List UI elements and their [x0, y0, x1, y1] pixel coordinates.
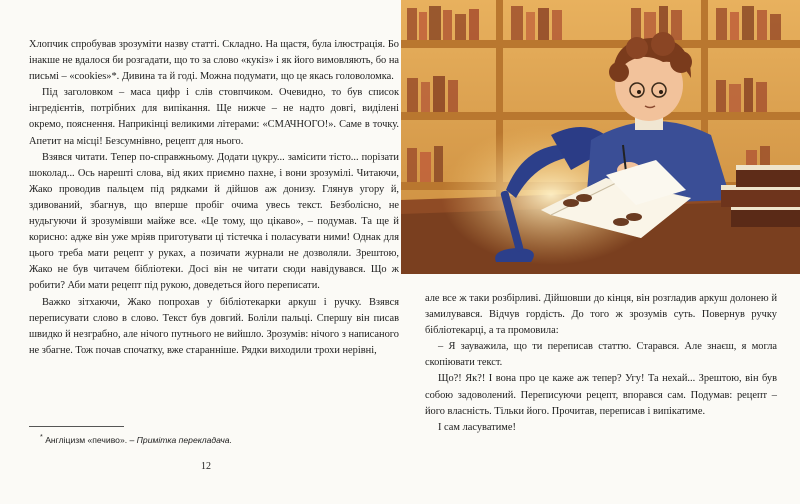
paragraph: І сам ласуватиме!: [438, 421, 516, 433]
paragraph: але все ж таки розбірливі. Дійшовши до кінця, він розгладив аркуш долонею й замилувався. Відчув гордість. До того ж зрозумів суть. Повернув ручку бібліотекарці, а та промовила:: [425, 293, 777, 337]
paragraph: Що?! Як?! І вона про це каже аж тепер? Угу! Та нехай... Зрештою, він був собою задоволений. Переписуючи рецепт, впорався сам. Подумав: рецепт – його власність. Тільки його. Прочитав, переписав і випікатиме.: [425, 373, 777, 417]
paragraph: Взявся читати. Тепер по-справжньому. Додати цукру... замісити тісто... порізати шоколад... Ось нарешті слова, від яких приємно пахне, і вони зрозумілі. Читаючи, Жако проводив пальцем під рядками й дійшов аж донизу. Глянув угору й, здивований, збагнув, що вперше пробіг очима увесь текст. Безболісно, не нудьгуючи й зрозумівши майже все. «Це тому, що цікаво», – подумав. Та ще й корисно: адже він уже мріяв приготувати ці тістечка і поласувати ними! Однак для цього треба мати рецепт у руках, а позичати журнали не дозволяли. Зрештою, Жако не був читачем бібліотеки. Досі він не читати сюди навідувався. Що ж робити? Аби мати рецепт під рукою, доведеться його переписати.: [29, 151, 399, 292]
footnote-divider: [29, 426, 124, 427]
footnote-translator-note: – Примітка перекладача.: [129, 434, 232, 445]
paragraph: Важко зітхаючи, Жако попрохав у бібліотекарки аркуш і ручку. Взявся переписувати слово в слово. Текст був довгий. Боліли пальці. Спершу він писав швидко й незграбно, але нічого путнього не вийшло. Зрозумів: нічого з написаного не збагне. Тож почав спочатку, вже старанніше. Рядки виходили трохи нерівні,: [29, 296, 399, 356]
paragraph: Під заголовком – маса цифр і слів стовпчиком. Очевидно, то був список інгредієнтів, потрібних для випікання. Ще нижче – не надто довгі, виділені окремо, пояснення. Наприкінці великими літерами: «СМАЧНОГО!». Саме в точку. Апетит на місці! Безсумнівно, рецепт для нього.: [29, 87, 399, 147]
page-number: 12: [201, 461, 211, 472]
left-text-column: [29, 37, 399, 359]
right-text-column: [425, 291, 777, 436]
footnote-marker: *: [40, 433, 43, 441]
footnote: [40, 433, 232, 445]
illustration-boy-reading: [401, 0, 800, 274]
paragraph: Хлопчик спробував зрозуміти назву статті. Складно. На щастя, була ілюстрація. Бо інакше не вдалося би розгадати, що то за слово «кукіз» і як його вимовляють, бо на письмі – «cookies»*. Дивина та й годі. Можна подумати, що це якась головоломка.: [29, 39, 399, 83]
footnote-text: Англіцизм «печиво».: [45, 434, 128, 445]
paragraph: – Я зауважила, що ти переписав статтю. Старався. Але знаєш, я могла скопіювати текст.: [425, 341, 777, 369]
